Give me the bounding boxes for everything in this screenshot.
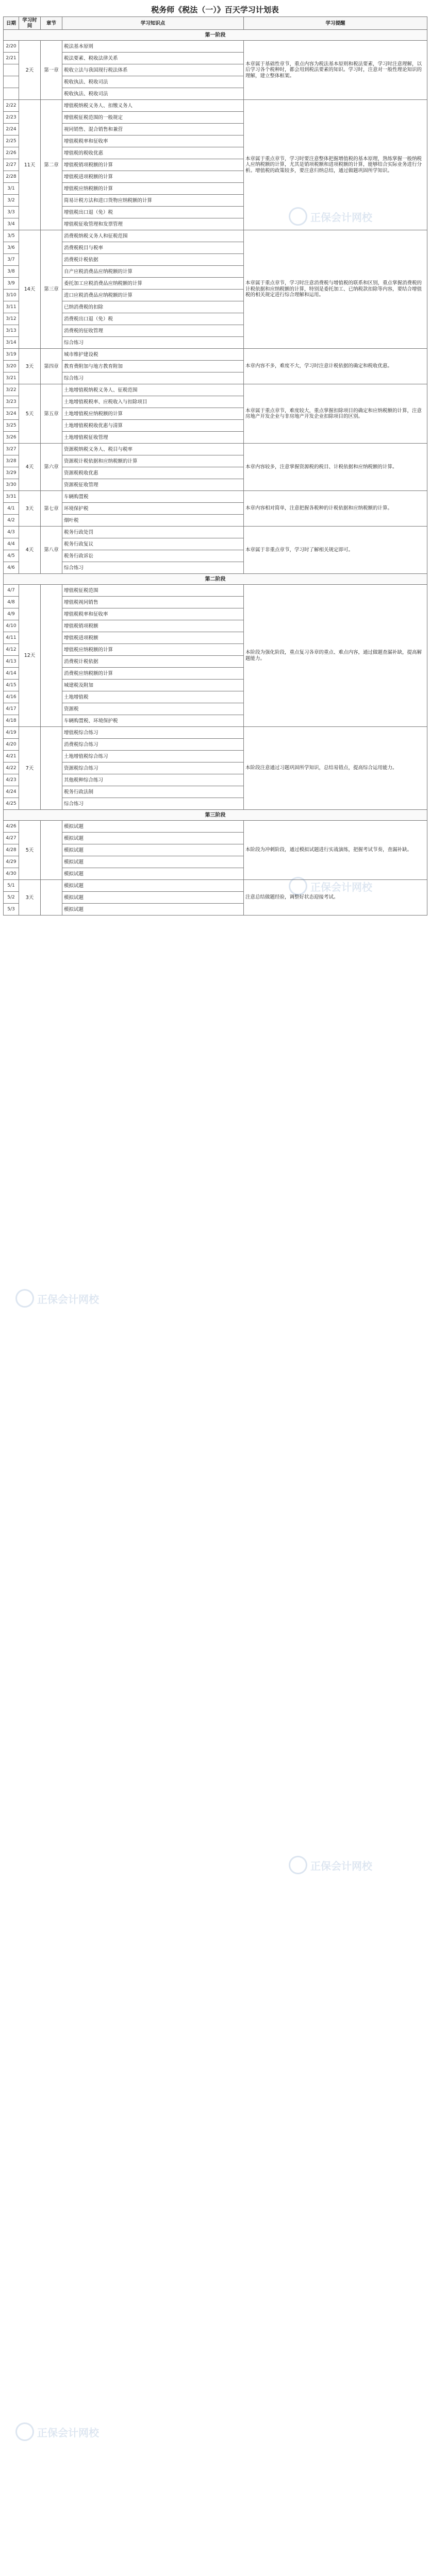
- knowledge-point: 已纳消费税的扣除: [64, 304, 104, 310]
- study-time-cell: 3天: [19, 349, 41, 384]
- knowledge-point-cell: [62, 147, 244, 159]
- knowledge-point-cell: [62, 112, 244, 124]
- date-cell: 4/24: [4, 786, 19, 798]
- knowledge-point-cell: [62, 266, 244, 278]
- knowledge-point: 模拟试题: [64, 883, 84, 889]
- date-cell: 3/31: [4, 491, 19, 503]
- knowledge-point: 车辆购置税、环境保护税: [64, 718, 118, 724]
- date-cell: 4/28: [4, 844, 19, 856]
- knowledge-point-cell: [62, 124, 244, 135]
- date-cell: 3/13: [4, 325, 19, 337]
- knowledge-point: 资源税税收优惠: [64, 470, 98, 476]
- knowledge-point: 土地增值税纳税义务人、征税范围: [64, 387, 138, 393]
- knowledge-point-cell: [62, 230, 244, 242]
- date-cell: 3/1: [4, 183, 19, 195]
- reminder-cell: 本阶段注意通过习题巩固所学知识，总结易错点，提高综合运用能力。: [244, 727, 427, 810]
- date-cell: 3/9: [4, 278, 19, 290]
- knowledge-point: 税法基本原则: [64, 43, 94, 49]
- knowledge-point: 模拟试题: [64, 823, 84, 829]
- knowledge-point-cell: [62, 183, 244, 195]
- knowledge-point: 土地增值税: [64, 694, 89, 700]
- knowledge-point-cell: [62, 774, 244, 786]
- reminder-cell: 本章内容相对简单，注意把握各税种的计税依据和应纳税额的计算。: [244, 491, 427, 527]
- knowledge-point-cell: [62, 550, 244, 562]
- knowledge-point: 税务行政复议: [64, 541, 94, 547]
- knowledge-point: 简易计税方法和进口货物应纳税额的计算: [64, 197, 153, 204]
- phase-row: [4, 30, 427, 41]
- knowledge-point: 进口应税消费品应纳税额的计算: [64, 292, 133, 298]
- knowledge-point: 增值税进项税额: [64, 635, 98, 641]
- header-knowledge-points: 学习知识点: [62, 17, 244, 30]
- date-cell: 4/15: [4, 680, 19, 691]
- date-cell: 4/16: [4, 691, 19, 703]
- knowledge-point: 模拟试题: [64, 859, 84, 865]
- knowledge-point: 税收执法、税收司法: [64, 79, 108, 85]
- knowledge-point: 模拟试题: [64, 835, 84, 841]
- chapter-cell: 第二章: [41, 100, 62, 230]
- knowledge-point-cell: [62, 503, 244, 515]
- date-cell: 3/30: [4, 479, 19, 491]
- date-cell: 3/10: [4, 290, 19, 301]
- table-row: [4, 100, 427, 112]
- knowledge-point: 增值税征税范围: [64, 587, 98, 594]
- knowledge-point: 增值税纳税义务人、扣缴义务人: [64, 103, 133, 109]
- knowledge-point: 模拟试题: [64, 894, 84, 901]
- date-cell: 4/23: [4, 774, 19, 786]
- knowledge-point: 增值税税率和征收率: [64, 611, 108, 617]
- table-row: [4, 41, 427, 53]
- knowledge-point: 土地增值税税收优惠与清算: [64, 422, 123, 429]
- knowledge-point: 税收执法、税收司法: [64, 91, 108, 97]
- date-cell: 3/8: [4, 266, 19, 278]
- table-row: [4, 585, 427, 597]
- knowledge-point-cell: [62, 242, 244, 254]
- knowledge-point-cell: [62, 100, 244, 112]
- knowledge-point-cell: [62, 88, 244, 100]
- reminder-cell: 本章属于非重点章节，学习时了解相关规定即可。: [244, 527, 427, 574]
- knowledge-point-cell: [62, 821, 244, 833]
- phase-row: [4, 810, 427, 821]
- knowledge-point-cell: [62, 656, 244, 668]
- date-cell: 3/25: [4, 420, 19, 432]
- knowledge-point-cell: [62, 491, 244, 503]
- date-cell: 4/8: [4, 597, 19, 608]
- phase-title: 第一阶段: [4, 30, 427, 41]
- knowledge-point: 综合练习: [64, 375, 84, 381]
- study-time-cell: 5天: [19, 821, 41, 880]
- phase-row: [4, 574, 427, 585]
- knowledge-point-cell: [62, 420, 244, 432]
- date-cell: 3/20: [4, 361, 19, 372]
- date-cell: 3/24: [4, 408, 19, 420]
- knowledge-point-cell: [62, 432, 244, 444]
- knowledge-point-cell: [62, 195, 244, 207]
- knowledge-point-cell: [62, 538, 244, 550]
- date-cell: 3/2: [4, 195, 19, 207]
- knowledge-point: 增值税应纳税额的计算: [64, 185, 113, 192]
- table-row: [4, 444, 427, 455]
- knowledge-point: 消费税计税依据: [64, 658, 98, 665]
- study-time-cell: 2天: [19, 41, 41, 100]
- date-cell: 2/21: [4, 53, 19, 64]
- knowledge-point: 综合练习: [64, 565, 84, 571]
- study-time-cell: 7天: [19, 727, 41, 810]
- date-cell: 5/1: [4, 880, 19, 892]
- date-cell: 5/3: [4, 904, 19, 916]
- table-row: [4, 727, 427, 739]
- table-row: [4, 384, 427, 396]
- knowledge-point: 土地增值税税率、应税收入与扣除项目: [64, 399, 147, 405]
- knowledge-point-cell: [62, 384, 244, 396]
- date-cell: 4/14: [4, 668, 19, 680]
- date-cell: 4/19: [4, 727, 19, 739]
- study-time-cell: 4天: [19, 527, 41, 574]
- phase-title: 第二阶段: [4, 574, 427, 585]
- knowledge-point: 增值税应纳税额的计算: [64, 647, 113, 653]
- knowledge-point: 增值税销项税额的计算: [64, 162, 113, 168]
- header-date: 日期: [4, 17, 19, 30]
- study-time-cell: 11天: [19, 100, 41, 230]
- date-cell: 4/6: [4, 562, 19, 574]
- knowledge-point: 其他税种综合练习: [64, 777, 104, 783]
- page-title: 税务师《税法（一）》百天学习计划表: [151, 5, 279, 14]
- knowledge-point: 烟叶税: [64, 517, 79, 523]
- chapter-cell: 第八章: [41, 527, 62, 574]
- chapter-cell: 第一章: [41, 41, 62, 100]
- knowledge-point-cell: [62, 727, 244, 739]
- study-plan-table: [3, 16, 427, 916]
- chapter-cell: 第三章: [41, 230, 62, 349]
- knowledge-point-cell: [62, 64, 244, 76]
- knowledge-point-cell: [62, 218, 244, 230]
- chapter-cell: 第六章: [41, 444, 62, 491]
- date-cell: 4/1: [4, 503, 19, 515]
- reminder-cell: 本章内容不多，难度不大，学习时注意计税依据的确定和税收优惠。: [244, 349, 427, 384]
- knowledge-point-cell: [62, 159, 244, 171]
- knowledge-point: 税法要素、税收法律关系: [64, 55, 118, 61]
- date-cell: 4/12: [4, 644, 19, 656]
- date-cell: 4/20: [4, 739, 19, 751]
- knowledge-point-cell: [62, 833, 244, 844]
- table-row: [4, 349, 427, 361]
- knowledge-point: 视同销售、混合销售和兼营: [64, 126, 123, 132]
- date-cell: 3/26: [4, 432, 19, 444]
- date-cell: 3/4: [4, 218, 19, 230]
- knowledge-point-cell: [62, 171, 244, 183]
- knowledge-point: 土地增值税应纳税额的计算: [64, 411, 123, 417]
- date-cell: 5/2: [4, 892, 19, 904]
- date-cell: [4, 76, 19, 88]
- date-cell: [4, 64, 19, 76]
- knowledge-point: 消费税综合练习: [64, 741, 98, 748]
- table-row: [4, 527, 427, 538]
- date-cell: 4/4: [4, 538, 19, 550]
- knowledge-point: 环境保护税: [64, 505, 89, 512]
- knowledge-point-cell: [62, 278, 244, 290]
- knowledge-point: 城市维护建设税: [64, 351, 98, 358]
- date-cell: 4/27: [4, 833, 19, 844]
- date-cell: 4/30: [4, 868, 19, 880]
- date-cell: 3/27: [4, 444, 19, 455]
- knowledge-point: 自产应税消费品应纳税额的计算: [64, 268, 133, 275]
- knowledge-point-cell: [62, 632, 244, 644]
- knowledge-point: 增值税征收管理和发票管理: [64, 221, 123, 227]
- date-cell: 4/13: [4, 656, 19, 668]
- knowledge-point-cell: [62, 444, 244, 455]
- date-cell: 4/3: [4, 527, 19, 538]
- knowledge-point-cell: [62, 562, 244, 574]
- knowledge-point: 税务行政诉讼: [64, 553, 94, 559]
- knowledge-point: 增值税征税范围的一般规定: [64, 114, 123, 121]
- knowledge-point-cell: [62, 880, 244, 892]
- knowledge-point: 城建税及附加: [64, 682, 94, 688]
- knowledge-point-cell: [62, 76, 244, 88]
- table-row: [4, 230, 427, 242]
- knowledge-point: 增值税的税收优惠: [64, 150, 104, 156]
- knowledge-point: 模拟试题: [64, 871, 84, 877]
- knowledge-point: 综合练习: [64, 340, 84, 346]
- date-cell: 2/27: [4, 159, 19, 171]
- knowledge-point: 综合练习: [64, 801, 84, 807]
- study-time-cell: 3天: [19, 491, 41, 527]
- reminder-cell: 本阶段为冲刺阶段，通过模拟试题进行实战演练，把握考试节奏，查漏补缺。: [244, 821, 427, 880]
- knowledge-point: 税务行政法制: [64, 789, 94, 795]
- knowledge-point-cell: [62, 290, 244, 301]
- knowledge-point-cell: [62, 41, 244, 53]
- date-cell: 3/22: [4, 384, 19, 396]
- knowledge-point-cell: [62, 301, 244, 313]
- knowledge-point: 模拟试题: [64, 847, 84, 853]
- study-time-cell: 5天: [19, 384, 41, 444]
- chapter-cell: 第五章: [41, 384, 62, 444]
- knowledge-point-cell: [62, 798, 244, 810]
- date-cell: 2/26: [4, 147, 19, 159]
- knowledge-point-cell: [62, 527, 244, 538]
- study-time-cell: 12天: [19, 585, 41, 727]
- knowledge-point: 增值税视同销售: [64, 599, 98, 605]
- knowledge-point: 消费税计税依据: [64, 257, 98, 263]
- chapter-cell: [41, 821, 62, 880]
- knowledge-point-cell: [62, 467, 244, 479]
- knowledge-point-cell: [62, 515, 244, 527]
- date-cell: 3/12: [4, 313, 19, 325]
- knowledge-point-cell: [62, 892, 244, 904]
- date-cell: 4/29: [4, 856, 19, 868]
- knowledge-point: 模拟试题: [64, 906, 84, 912]
- knowledge-point-cell: [62, 337, 244, 349]
- knowledge-point-cell: [62, 786, 244, 798]
- date-cell: 2/23: [4, 112, 19, 124]
- reminder-cell: 注意总结做题经验，调整好状态迎接考试。: [244, 880, 427, 916]
- reminder-cell: 本阶段为强化阶段，重点复习各章的重点、难点内容，通过做题查漏补缺，提高解题能力。: [244, 585, 427, 727]
- knowledge-point: 增值税销项税额: [64, 623, 98, 629]
- table-header-row: [4, 17, 427, 30]
- table-row: [4, 880, 427, 892]
- date-cell: 3/21: [4, 372, 19, 384]
- chapter-cell: [41, 880, 62, 916]
- date-cell: 3/11: [4, 301, 19, 313]
- knowledge-point: 资源税纳税义务人、税目与税率: [64, 446, 133, 452]
- knowledge-point-cell: [62, 53, 244, 64]
- knowledge-point: 消费税的征收管理: [64, 328, 104, 334]
- date-cell: 4/7: [4, 585, 19, 597]
- knowledge-point-cell: [62, 479, 244, 491]
- table-row: [4, 491, 427, 503]
- knowledge-point: 增值税综合练习: [64, 730, 98, 736]
- reminder-cell: 本章属于重点章节，学习时要注意整体把握增值税的基本原理，熟练掌握一般纳税人应纳税额的计算，尤其是销项税额和进项税额的计算，能够结合实际业务进行分析。增值税的政策较多，要注意归纳总结，通过做题巩固所学知识。: [244, 100, 427, 230]
- knowledge-point: 资源税计税依据和应纳税额的计算: [64, 458, 138, 464]
- knowledge-point-cell: [62, 668, 244, 680]
- chapter-cell: [41, 585, 62, 727]
- header-chapter: 章节: [41, 17, 62, 30]
- knowledge-point-cell: [62, 620, 244, 632]
- knowledge-point-cell: [62, 207, 244, 218]
- knowledge-point: 增值税出口退（免）税: [64, 209, 113, 215]
- date-cell: 2/25: [4, 135, 19, 147]
- date-cell: 4/17: [4, 703, 19, 715]
- knowledge-point: 消费税应纳税额的计算: [64, 670, 113, 676]
- knowledge-point: 委托加工应税消费品应纳税额的计算: [64, 280, 143, 286]
- knowledge-point: 车辆购置税: [64, 494, 89, 500]
- study-plan-page: [3, 4, 427, 2576]
- reminder-cell: 本章内容较多，注意掌握资源税的税目、计税依据和应纳税额的计算。: [244, 444, 427, 491]
- knowledge-point-cell: [62, 585, 244, 597]
- knowledge-point-cell: [62, 904, 244, 916]
- knowledge-point: 增值税税率和征收率: [64, 138, 108, 144]
- knowledge-point-cell: [62, 349, 244, 361]
- knowledge-point-cell: [62, 372, 244, 384]
- knowledge-point-cell: [62, 680, 244, 691]
- knowledge-point-cell: [62, 762, 244, 774]
- chapter-cell: 第七章: [41, 491, 62, 527]
- date-cell: 3/3: [4, 207, 19, 218]
- knowledge-point: 消费税纳税义务人和征税范围: [64, 233, 128, 239]
- date-cell: 4/9: [4, 608, 19, 620]
- knowledge-point-cell: [62, 396, 244, 408]
- knowledge-point-cell: [62, 254, 244, 266]
- knowledge-point-cell: [62, 703, 244, 715]
- knowledge-point-cell: [62, 644, 244, 656]
- knowledge-point: 土地增值税征收管理: [64, 434, 108, 440]
- knowledge-point: 消费税税目与税率: [64, 245, 104, 251]
- knowledge-point-cell: [62, 325, 244, 337]
- date-cell: 4/21: [4, 751, 19, 762]
- date-cell: 3/6: [4, 242, 19, 254]
- knowledge-point-cell: [62, 868, 244, 880]
- date-cell: 3/29: [4, 467, 19, 479]
- reminder-cell: 本章属于基础性章节，重点内容为税法基本原则和税法要素，学习时注意理解，以后学习各个税种时，都会用到税法要素的知识。学习时，注意对一般性理论知识的理解，建立整体框架。: [244, 41, 427, 100]
- study-time-cell: 14天: [19, 230, 41, 349]
- phase-title: 第三阶段: [4, 810, 427, 821]
- date-cell: 4/10: [4, 620, 19, 632]
- knowledge-point: 教育费附加与地方教育附加: [64, 363, 123, 369]
- date-cell: 4/25: [4, 798, 19, 810]
- date-cell: 4/18: [4, 715, 19, 727]
- knowledge-point-cell: [62, 455, 244, 467]
- knowledge-point: 消费税出口退（免）税: [64, 316, 113, 322]
- date-cell: 2/20: [4, 41, 19, 53]
- date-cell: 3/7: [4, 254, 19, 266]
- knowledge-point: 增值税进项税额的计算: [64, 174, 113, 180]
- date-cell: 3/19: [4, 349, 19, 361]
- knowledge-point-cell: [62, 751, 244, 762]
- knowledge-point: 税务行政处罚: [64, 529, 94, 535]
- date-cell: 2/22: [4, 100, 19, 112]
- knowledge-point-cell: [62, 739, 244, 751]
- reminder-cell: 本章属于重点章节，难度较大，重点掌握扣除项目的确定和应纳税额的计算，注意房地产开发企业与非房地产开发企业扣除项目的区别。: [244, 384, 427, 444]
- knowledge-point-cell: [62, 313, 244, 325]
- date-cell: 3/28: [4, 455, 19, 467]
- date-cell: 4/11: [4, 632, 19, 644]
- date-cell: 2/28: [4, 171, 19, 183]
- date-cell: [4, 88, 19, 100]
- date-cell: 4/26: [4, 821, 19, 833]
- study-time-cell: 3天: [19, 880, 41, 916]
- date-cell: 4/22: [4, 762, 19, 774]
- date-cell: 4/2: [4, 515, 19, 527]
- knowledge-point-cell: [62, 715, 244, 727]
- knowledge-point-cell: [62, 597, 244, 608]
- chapter-cell: 第四章: [41, 349, 62, 384]
- date-cell: 4/5: [4, 550, 19, 562]
- knowledge-point: 资源税综合练习: [64, 765, 98, 771]
- date-cell: 3/23: [4, 396, 19, 408]
- date-cell: 3/14: [4, 337, 19, 349]
- knowledge-point-cell: [62, 135, 244, 147]
- chapter-cell: [41, 727, 62, 810]
- knowledge-point-cell: [62, 691, 244, 703]
- date-cell: 2/24: [4, 124, 19, 135]
- knowledge-point-cell: [62, 408, 244, 420]
- knowledge-point-cell: [62, 608, 244, 620]
- knowledge-point: 资源税: [64, 706, 79, 712]
- table-row: [4, 821, 427, 833]
- knowledge-point: 资源税征收管理: [64, 482, 98, 488]
- reminder-cell: 本章属于重点章节，学习时注意消费税与增值税的联系和区别，重点掌握消费税的计税依据和应纳税额的计算，特别是委托加工、已纳税款扣除等内容，要结合增值税的相关规定进行综合理解和运用。: [244, 230, 427, 349]
- knowledge-point-cell: [62, 844, 244, 856]
- header-study-time: 学习时间: [19, 17, 41, 30]
- knowledge-point-cell: [62, 361, 244, 372]
- header-reminder: 学习提醒: [244, 17, 427, 30]
- date-cell: 3/5: [4, 230, 19, 242]
- study-time-cell: 4天: [19, 444, 41, 491]
- knowledge-point: 税收立法与我国现行税法体系: [64, 67, 128, 73]
- knowledge-point: 土地增值税综合练习: [64, 753, 108, 759]
- knowledge-point-cell: [62, 856, 244, 868]
